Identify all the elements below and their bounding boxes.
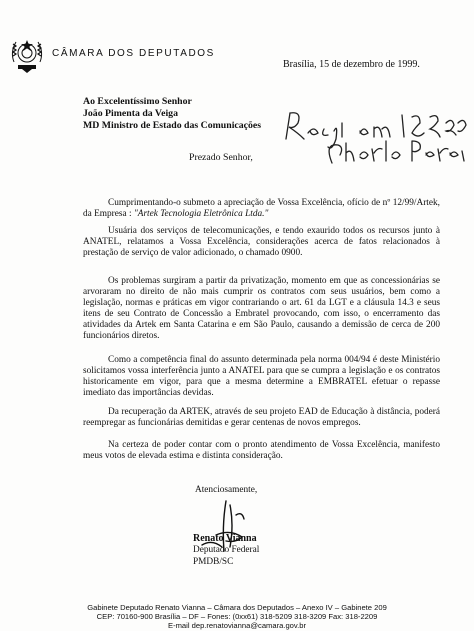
p1-text: Cumprimentando-o submeto a apreciação de Vossa Excelência, ofício de nº 12/99/Artek, da Empresa : [83,198,440,219]
p5-text: Da recuperação da ARTEK, através de seu projeto EAD de Educação à distância, poderá reempregar as funcionárias demitidas e gerar centenas de novos empregos. [83,407,440,428]
p3-text: Os problemas surgiram a partir da privatização, momento em que as concessionárias se arvoraram no direito de não mais cumprir os contratos com seus usuários, bem como a legislação, normas e práticas em vigor contrariando o art. 61 da LGT e a cláusula 14.3 e seus itens de seu Contrato de Concessão a Embratel provocando, com isso, o encerramento das atividades da Artek em Santa Catarina e em São Paulo, causando a demissão de cerca de 200 funcionários diretos. [83,276,440,341]
footer-address: Gabinete Deputado Renato Vianna – Câmara dos Deputados – Anexo IV – Gabinete 209 [87,603,387,612]
p6-text: Na certeza de poder contar com o pronto atendimento de Vossa Excelência, manifesto meus votos de elevada estima e distinta consideração. [83,440,440,461]
signer-role: Deputado Federal [193,545,260,555]
letterhead-house-name: CÂMARA DOS DEPUTADOS [52,48,215,59]
addressee-title: MD Ministro de Estado das Comunicações [83,120,262,131]
footer-contacts: CEP: 70160-900 Brasília – DF – Fones: (0xx61) 318-5209 318-3209 Fax: 318-2209 [96,612,378,621]
body-paragraph-1 [83,198,440,220]
body-paragraph-4 [83,355,440,399]
signer-party: PMDB/SC [193,557,234,567]
closing: Atenciosamente, [195,485,258,495]
p4-text: Como a competência final do assunto determinada pela norma 004/94 é deste Ministério solicitamos vossa interferência junto a ANATEL para que se cumpra a legislação e os contratos historicamente em vigor, para que a mesma determine a EMBRATEL efetuar o repasse imediato das importâncias devidas. [83,355,440,398]
signer-name: Renato Vianna [193,533,257,544]
body-paragraph-3 [83,276,440,342]
footer-email: E-mail dep.renatovianna@camara.gov.br [168,621,306,630]
body-paragraph-2 [83,226,440,259]
handwritten-received-note [280,103,470,165]
coat-of-arms-icon [8,34,46,74]
addressee-name: João Pimenta da Veiga [83,108,178,119]
salutation: Prezado Senhor, [189,152,253,163]
company-name: "Artek Tecnologia Eletrônica Ltda." [133,209,269,219]
p2-text: Usuária dos serviços de telecomunicações, e tendo exaurido todos os recursos junto à ANATEL, relatamos a Vossa Excelência, considerações acerca de fatos relacionados à prestação de serviço de valor adicionado, o chamado 0900. [83,226,440,258]
body-paragraph-5 [83,407,440,429]
letter-date: Brasília, 15 de dezembro de 1999. [283,59,420,70]
addressee-line-1: Ao Excelentíssimo Senhor [83,96,192,107]
body-paragraph-6 [83,440,440,462]
